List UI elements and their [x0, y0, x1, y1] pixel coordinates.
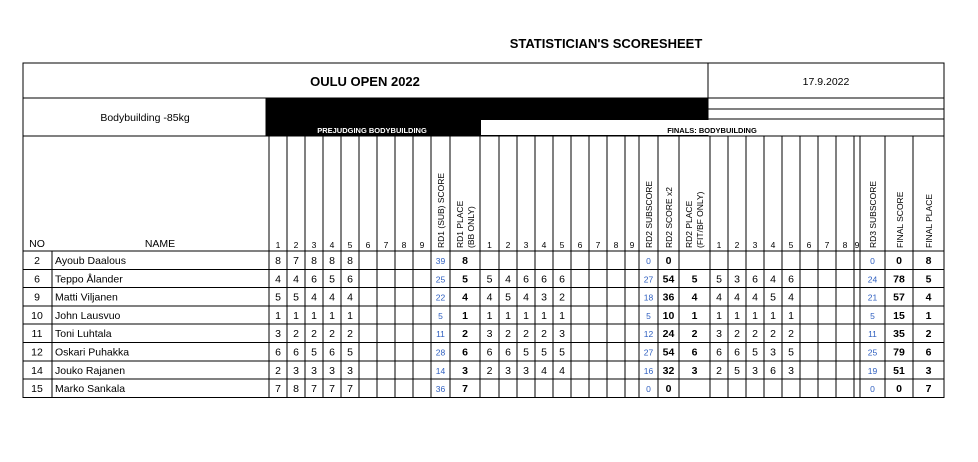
rd3-judge-score: 3 — [770, 346, 776, 359]
rd3-judge-score: 2 — [716, 364, 722, 377]
rd2-judge-3-header: 3 — [523, 240, 529, 250]
rd2-judge-score: 2 — [505, 328, 511, 341]
rd1-judge-2-header: 2 — [293, 240, 299, 250]
rd2-judge-score: 6 — [486, 346, 493, 359]
rd1-judge-3-header: 3 — [311, 240, 317, 250]
rd2-judge-score: 6 — [541, 273, 547, 286]
athlete-no: 15 — [31, 383, 43, 396]
rd1-judge-score: 7 — [347, 383, 353, 396]
rd1-judge-score: 7 — [311, 383, 317, 396]
rd2-judge-score: 4 — [541, 364, 547, 377]
rd3-judge-score: 6 — [716, 346, 722, 359]
rd2-judge-score: 5 — [505, 291, 511, 304]
final-place: 1 — [925, 309, 932, 322]
rd1-judge-score: 7 — [329, 383, 335, 396]
rd2-judge-score: 3 — [523, 364, 529, 377]
rd1-score-header: RD1 (SUB) SCORE — [436, 172, 446, 248]
col-name-header: NAME — [144, 238, 176, 250]
rd3-judge-score: 4 — [734, 291, 740, 304]
rd2-judge-score: 6 — [523, 273, 529, 286]
rd1-judge-score: 3 — [329, 364, 335, 377]
rd2-place: 6 — [691, 346, 698, 359]
rd2-place: 5 — [691, 273, 698, 286]
rd1-judge-score: 8 — [311, 255, 317, 267]
rd2-judge-score: 4 — [505, 273, 511, 286]
final-score: 0 — [896, 255, 902, 267]
finals-label: FINALS: BODYBUILDING — [667, 126, 757, 135]
rd2-judge-score: 3 — [541, 291, 547, 304]
athlete-no: 2 — [34, 255, 40, 267]
rd3-judge-5-header: 5 — [788, 240, 794, 250]
rd3-judge-score: 5 — [770, 291, 776, 304]
rd1-score: 11 — [436, 329, 445, 340]
rd1-judge-score: 7 — [275, 383, 281, 396]
final-place: 7 — [925, 383, 932, 396]
rd3-judge-score: 6 — [752, 273, 758, 286]
rd2-judge-1-header: 1 — [487, 240, 492, 250]
rd1-place: 8 — [462, 255, 468, 267]
rd2-score-x2: 54 — [662, 346, 675, 359]
rd3-judge-score: 5 — [734, 364, 740, 377]
rd2-judge-9-header: 9 — [629, 240, 635, 250]
rd1-judge-score: 1 — [275, 309, 281, 322]
rd1-score: 5 — [438, 310, 443, 321]
rd3-judge-score: 1 — [734, 309, 740, 322]
final-score: 0 — [896, 383, 902, 396]
rd2-judge-score: 4 — [523, 291, 529, 304]
rd1-judge-score: 8 — [329, 255, 335, 267]
rd2-judge-7-header: 7 — [595, 240, 601, 250]
rd2-place: 3 — [691, 364, 698, 377]
rd2-judge-score: 2 — [523, 328, 529, 341]
rd3-subscore: 5 — [870, 310, 875, 321]
athlete-name: Toni Luhtala — [55, 328, 112, 341]
rd1-judge-score: 8 — [347, 255, 353, 267]
rd3-subscore: 24 — [867, 274, 878, 285]
event-title: OULU OPEN 2022 — [310, 74, 420, 89]
final-place: 3 — [925, 364, 932, 377]
final-score: 79 — [893, 346, 905, 359]
final-score: 57 — [893, 291, 905, 304]
rd1-judge-score: 4 — [293, 273, 299, 286]
rd2-judge-score: 3 — [559, 328, 565, 341]
rd3-judge-2-header: 2 — [734, 240, 740, 250]
rd1-judge-score: 4 — [329, 291, 335, 304]
rd2-score-x2: 32 — [662, 364, 675, 377]
athlete-no: 12 — [31, 346, 43, 359]
rd2-judge-score: 5 — [541, 346, 547, 359]
rd2-judge-score: 1 — [523, 309, 529, 322]
rd1-judge-score: 8 — [275, 255, 281, 267]
rd1-score: 14 — [435, 365, 446, 376]
col-no-header: NO — [29, 238, 45, 250]
final-score: 78 — [893, 273, 905, 286]
final-place: 6 — [925, 346, 932, 359]
rd1-judge-score: 5 — [275, 291, 281, 304]
rd1-judge-score: 4 — [347, 291, 353, 304]
rd1-score: 25 — [435, 274, 446, 285]
rd1-judge-score: 3 — [293, 364, 299, 377]
rd2-subscore: 0 — [646, 256, 651, 266]
rd3-subscore: 0 — [870, 384, 875, 395]
athlete-name: Teppo Ålander — [55, 273, 123, 286]
rd3-judge-score: 2 — [752, 328, 758, 341]
rd1-judge-score: 2 — [293, 328, 299, 341]
rd2-judge-score: 6 — [505, 346, 511, 359]
rd2-place: 1 — [691, 309, 698, 322]
rd1-judge-score: 5 — [293, 291, 299, 304]
rd3-judge-score: 1 — [770, 309, 776, 322]
rd1-judge-score: 3 — [311, 364, 317, 377]
rd2-judge-score: 2 — [486, 364, 493, 377]
rd3-judge-score: 3 — [716, 328, 722, 341]
rd1-place: 5 — [462, 273, 468, 286]
rd1-judge-7-header: 7 — [383, 240, 389, 250]
rd1-judge-score: 1 — [311, 309, 317, 322]
rd1-judge-score: 2 — [275, 364, 281, 377]
rd2-judge-4-header: 4 — [541, 240, 547, 250]
final-place: 4 — [925, 291, 932, 304]
rd2-judge-6-header: 6 — [577, 240, 583, 250]
rd2-subscore: 5 — [646, 310, 651, 321]
rd1-score: 28 — [435, 347, 446, 358]
rd1-place-sub-header: (BB ONLY) — [466, 206, 476, 248]
final-place: 8 — [925, 255, 932, 267]
rd1-judge-score: 1 — [329, 309, 335, 322]
rd2-judge-score: 4 — [559, 364, 565, 377]
rd1-judge-score: 2 — [311, 328, 317, 341]
rd1-judge-score: 5 — [329, 273, 335, 286]
athlete-name: Oskari Puhakka — [55, 346, 130, 359]
rd1-judge-score: 2 — [347, 328, 353, 341]
rd1-place-header: RD1 PLACE — [455, 200, 465, 248]
rd3-judge-score: 1 — [716, 309, 722, 322]
rd3-judge-score: 3 — [752, 364, 758, 377]
athlete-name: Matti Viljanen — [55, 291, 118, 304]
rd3-judge-8-header: 8 — [842, 240, 848, 250]
final-place-header: FINAL PLACE — [924, 193, 934, 248]
rd3-subscore: 25 — [867, 347, 878, 358]
athlete-no: 10 — [31, 309, 43, 322]
athlete-no: 9 — [34, 291, 40, 304]
final-place: 2 — [925, 328, 932, 341]
rd2-judge-score: 1 — [486, 309, 493, 322]
rd1-judge-score: 4 — [311, 291, 317, 304]
rd3-judge-score: 4 — [788, 291, 794, 304]
rd3-judge-score: 5 — [788, 346, 794, 359]
rd1-place: 1 — [462, 309, 468, 322]
rd3-judge-score: 5 — [752, 346, 758, 359]
rd2-judge-2-header: 2 — [505, 240, 511, 250]
rd2-subscore: 0 — [646, 384, 651, 395]
rd1-judge-4-header: 4 — [329, 240, 335, 250]
athlete-name: John Lausvuo — [55, 309, 121, 322]
rd2-judge-score: 1 — [505, 309, 511, 322]
rd1-judge-1-header: 1 — [275, 240, 281, 250]
rd2-score-x2: 36 — [662, 291, 675, 304]
rd3-judge-3-header: 3 — [752, 240, 758, 250]
rd1-judge-score: 8 — [293, 383, 299, 396]
athlete-name: Jouko Rajanen — [55, 364, 126, 377]
rd2-judge-score: 2 — [559, 291, 565, 304]
rd2-subscore: 27 — [643, 347, 654, 358]
rd1-place: 4 — [462, 291, 468, 304]
final-score: 35 — [893, 328, 905, 341]
athlete-no: 6 — [34, 273, 40, 286]
rd1-judge-score: 1 — [347, 309, 353, 322]
rd2-score-x2: 0 — [665, 383, 672, 396]
rd1-judge-8-header: 8 — [401, 240, 407, 250]
rd3-judge-score: 3 — [788, 364, 794, 377]
rd3-judge-score: 1 — [788, 309, 794, 322]
rd3-judge-score: 5 — [716, 273, 722, 286]
rd1-place: 7 — [462, 383, 468, 396]
rd1-judge-score: 6 — [293, 346, 299, 359]
event-date: 17.9.2022 — [802, 76, 850, 88]
rd3-judge-9-header: 9 — [854, 240, 860, 250]
rd2-judge-score: 1 — [559, 309, 565, 322]
final-score: 51 — [893, 364, 905, 377]
rd3-judge-score: 6 — [734, 346, 740, 359]
rd2-judge-score: 3 — [505, 364, 511, 377]
rd3-judge-4-header: 4 — [770, 240, 776, 250]
rd1-judge-score: 3 — [347, 364, 353, 377]
rd1-place: 2 — [462, 328, 468, 341]
rd1-judge-5-header: 5 — [347, 240, 353, 250]
rd1-judge-score: 5 — [311, 346, 317, 359]
rd3-subscore: 0 — [870, 256, 875, 266]
rd3-judge-1-header: 1 — [716, 240, 722, 250]
athlete-name: Ayoub Daalous — [55, 255, 127, 267]
rd3-judge-score: 6 — [788, 273, 794, 286]
rd3-subscore: 21 — [867, 292, 878, 303]
rd1-judge-score: 4 — [275, 273, 281, 286]
rd2-judge-score: 5 — [523, 346, 529, 359]
rd3-judge-score: 6 — [770, 364, 776, 377]
rd3-judge-score: 2 — [734, 328, 740, 341]
rd1-place: 3 — [462, 364, 468, 377]
rd3-judge-score: 2 — [788, 328, 794, 341]
rd3-judge-score: 4 — [770, 273, 776, 286]
rd3-judge-score: 1 — [752, 309, 758, 322]
sheet-title: STATISTICIAN'S SCORESHEET — [509, 36, 703, 51]
rd1-place: 6 — [462, 346, 468, 359]
athlete-no: 14 — [31, 364, 43, 377]
rd2-subscore: 12 — [643, 329, 654, 340]
rd2-subscore: 18 — [643, 292, 654, 303]
rd2-subscore-header: RD2 SUBSCORE — [644, 180, 654, 248]
rd3-judge-score: 4 — [752, 291, 758, 304]
rd2-judge-score: 2 — [541, 328, 547, 341]
rd2-place: 4 — [691, 291, 698, 304]
rd2-score-x2: 54 — [662, 273, 675, 286]
rd2-place: 2 — [691, 328, 698, 341]
rd2-score-x2: 0 — [665, 255, 672, 267]
athlete-name: Marko Sankala — [55, 383, 126, 396]
rd1-score: 22 — [435, 292, 446, 303]
rd1-judge-score: 6 — [347, 273, 353, 286]
rd3-judge-7-header: 7 — [824, 240, 830, 250]
rd1-judge-score: 6 — [311, 273, 317, 286]
rd2-judge-score: 5 — [486, 273, 493, 286]
rd2-score-x2: 24 — [662, 328, 675, 341]
rd3-subscore: 11 — [868, 329, 877, 340]
final-score: 15 — [893, 309, 905, 322]
rd1-judge-score: 7 — [293, 255, 299, 267]
rd3-judge-score: 3 — [734, 273, 740, 286]
rd2-place-sub-header: (FIT/BF ONLY) — [695, 191, 705, 248]
rd1-judge-score: 5 — [347, 346, 353, 359]
rd1-judge-score: 6 — [275, 346, 281, 359]
rd1-score: 36 — [435, 384, 446, 395]
rd2-judge-5-header: 5 — [559, 240, 565, 250]
rd3-subscore: 19 — [867, 365, 878, 376]
rd2-score-x2-header: RD2 SCORE x2 — [664, 187, 674, 248]
rd2-judge-score: 6 — [559, 273, 565, 286]
rd1-judge-9-header: 9 — [419, 240, 425, 250]
final-score-header: FINAL SCORE — [895, 191, 905, 248]
rd1-score: 39 — [435, 256, 446, 266]
rd2-subscore: 16 — [643, 365, 654, 376]
rd2-judge-score: 3 — [486, 328, 493, 341]
rd1-judge-6-header: 6 — [365, 240, 371, 250]
rd1-judge-score: 6 — [329, 346, 335, 359]
rd3-judge-score: 2 — [770, 328, 776, 341]
rd2-judge-8-header: 8 — [613, 240, 619, 250]
rd1-judge-score: 1 — [293, 309, 299, 322]
rd2-score-x2: 10 — [662, 309, 675, 322]
rd2-place-header: RD2 PLACE — [684, 200, 694, 248]
athlete-no: 11 — [31, 328, 43, 341]
rd2-judge-score: 5 — [559, 346, 565, 359]
rd2-subscore: 27 — [643, 274, 654, 285]
rd2-judge-score: 4 — [486, 291, 493, 304]
final-place: 5 — [925, 273, 932, 286]
rd1-judge-score: 3 — [275, 328, 281, 341]
rd2-judge-score: 1 — [541, 309, 547, 322]
rd3-judge-score: 4 — [716, 291, 722, 304]
rd3-subscore-header: RD3 SUBSCORE — [868, 180, 878, 248]
rd1-judge-score: 2 — [329, 328, 335, 341]
rd3-judge-6-header: 6 — [806, 240, 812, 250]
category-label: Bodybuilding -85kg — [100, 112, 190, 124]
prejudging-label: PREJUDGING BODYBUILDING — [317, 126, 427, 135]
